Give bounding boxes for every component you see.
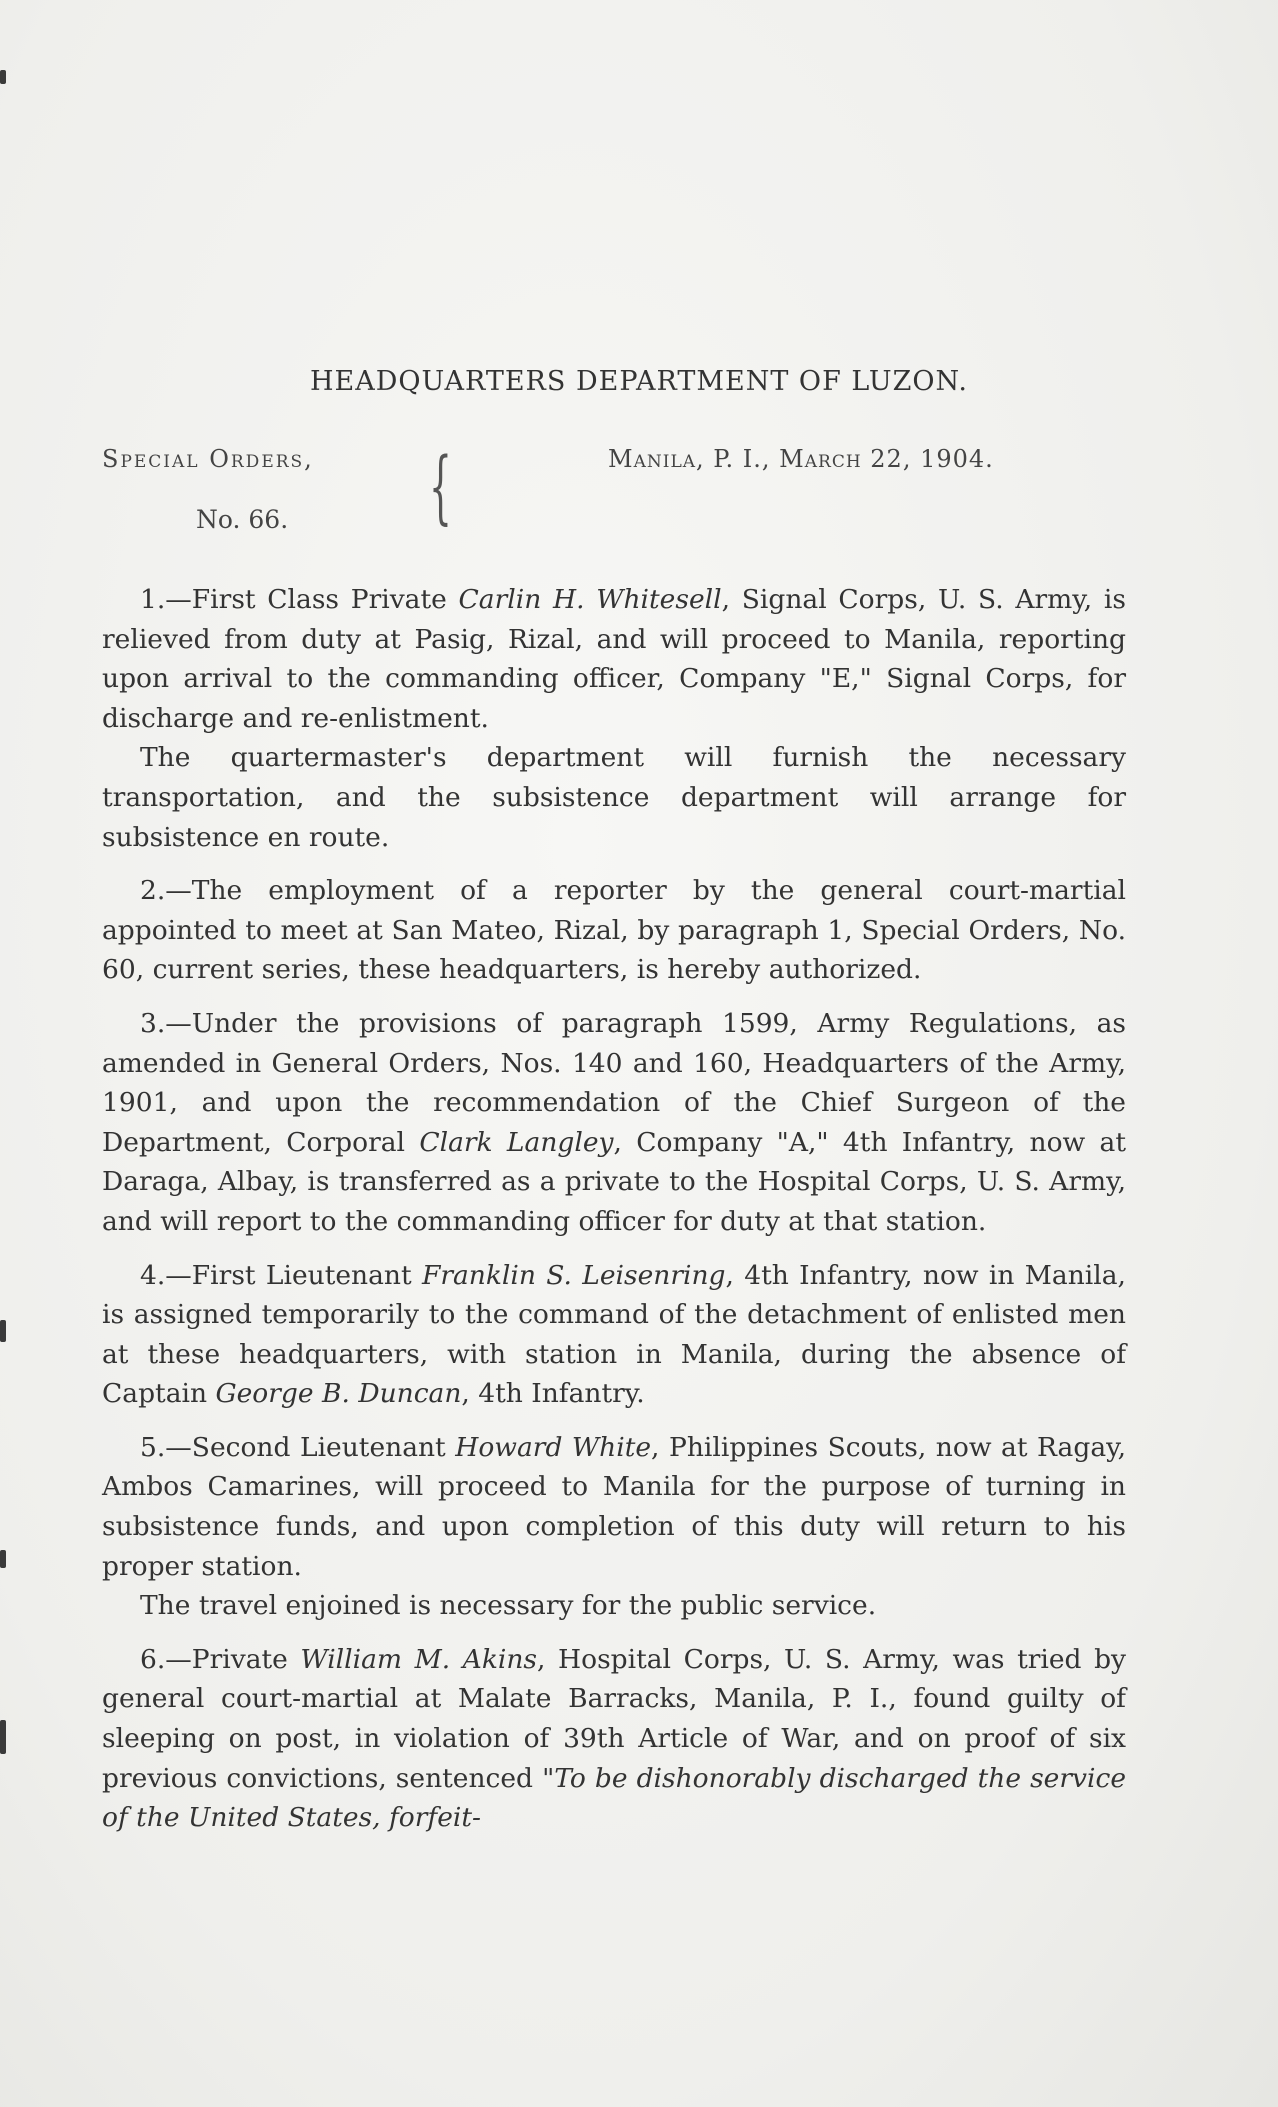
special-orders-label: Special Orders, [102, 445, 314, 473]
person-name: Howard White [455, 1431, 652, 1463]
paragraph-1: 1.—First Class Private Carlin H. Whitesell, Signal Corps, U. S. Army, is relieved from duty at Pasig, Rizal, and will proceed to Manila, reporting upon arrival to the commanding officer, Company "E," Signal Corps, for discharge and re-enlistment. [102, 584, 1126, 734]
person-name: Carlin H. Whitesell [458, 584, 722, 615]
special-orders-number: No. 66. [196, 505, 289, 534]
person-name: Clark Langley [419, 1126, 614, 1158]
dateline: Manila, P. I., March 22, 1904. [608, 445, 994, 473]
orders-body [102, 580, 1126, 1838]
person-name: George B. Duncan [215, 1378, 462, 1410]
brace-symbol: { [428, 440, 452, 533]
document-heading: HEADQUARTERS DEPARTMENT OF LUZON. [310, 366, 968, 397]
paragraph-5: 5.—Second Lieutenant Howard White, Philippines Scouts, now at Ragay, Ambos Camarines, will proceed to Manila for the purpose of turning in subsistence funds, and upon completion of this duty will return to his proper station. [102, 1431, 1126, 1582]
person-name: Franklin S. Leisenring [421, 1259, 726, 1291]
scan-edge-mark [0, 70, 6, 84]
paragraph-2: 2.—The employment of a reporter by the general court-martial appointed to meet at San Mateo, Rizal, by paragraph 1, Special Orders, No. 60, current series, these headquarters, is hereby authorized. [102, 875, 1126, 986]
person-name: William M. Akins [300, 1643, 538, 1675]
sentence-quote: To be dishonorably discharged the service of the United States, forfeit- [102, 1762, 1126, 1834]
paragraph-4: 4.—First Lieutenant Franklin S. Leisenring, 4th Infantry, now in Manila, is assigned temporarily to the command of the detachment of enlisted men at these headquarters, with station in Manila, during the absence of Captain George B. Duncan, 4th Infantry. [102, 1259, 1126, 1410]
paragraph-1-continued: The quartermaster's department will furnish the necessary transportation, and the subsistence department will arrange for subsistence en route. [102, 742, 1126, 853]
paragraph-5-continued: The travel enjoined is necessary for the public service. [140, 1590, 877, 1622]
scan-edge-mark [0, 1720, 6, 1754]
scan-edge-mark [0, 1320, 6, 1342]
paragraph-3: 3.—Under the provisions of paragraph 1599, Army Regulations, as amended in General Orders, Nos. 140 and 160, Headquarters of the Army, 1901, and upon the recommendation of the Chief Surgeon of the Department, Corporal Clark Langley, Company "A," 4th Infantry, now at Daraga, Albay, is transferred as a private to the Hospital Corps, U. S. Army, and will report to the commanding officer for duty at that station. [102, 1007, 1126, 1237]
scan-edge-mark [0, 1550, 6, 1568]
paragraph-6: 6.—Private William M. Akins, Hospital Corps, U. S. Army, was tried by general court-martial at Malate Barracks, Manila, P. I., found guilty of sleeping on post, in violation of 39th Article of War, and on proof of six previous convictions, sentenced "To be dishonorably discharged the service of the United States, forfeit- [102, 1643, 1126, 1834]
